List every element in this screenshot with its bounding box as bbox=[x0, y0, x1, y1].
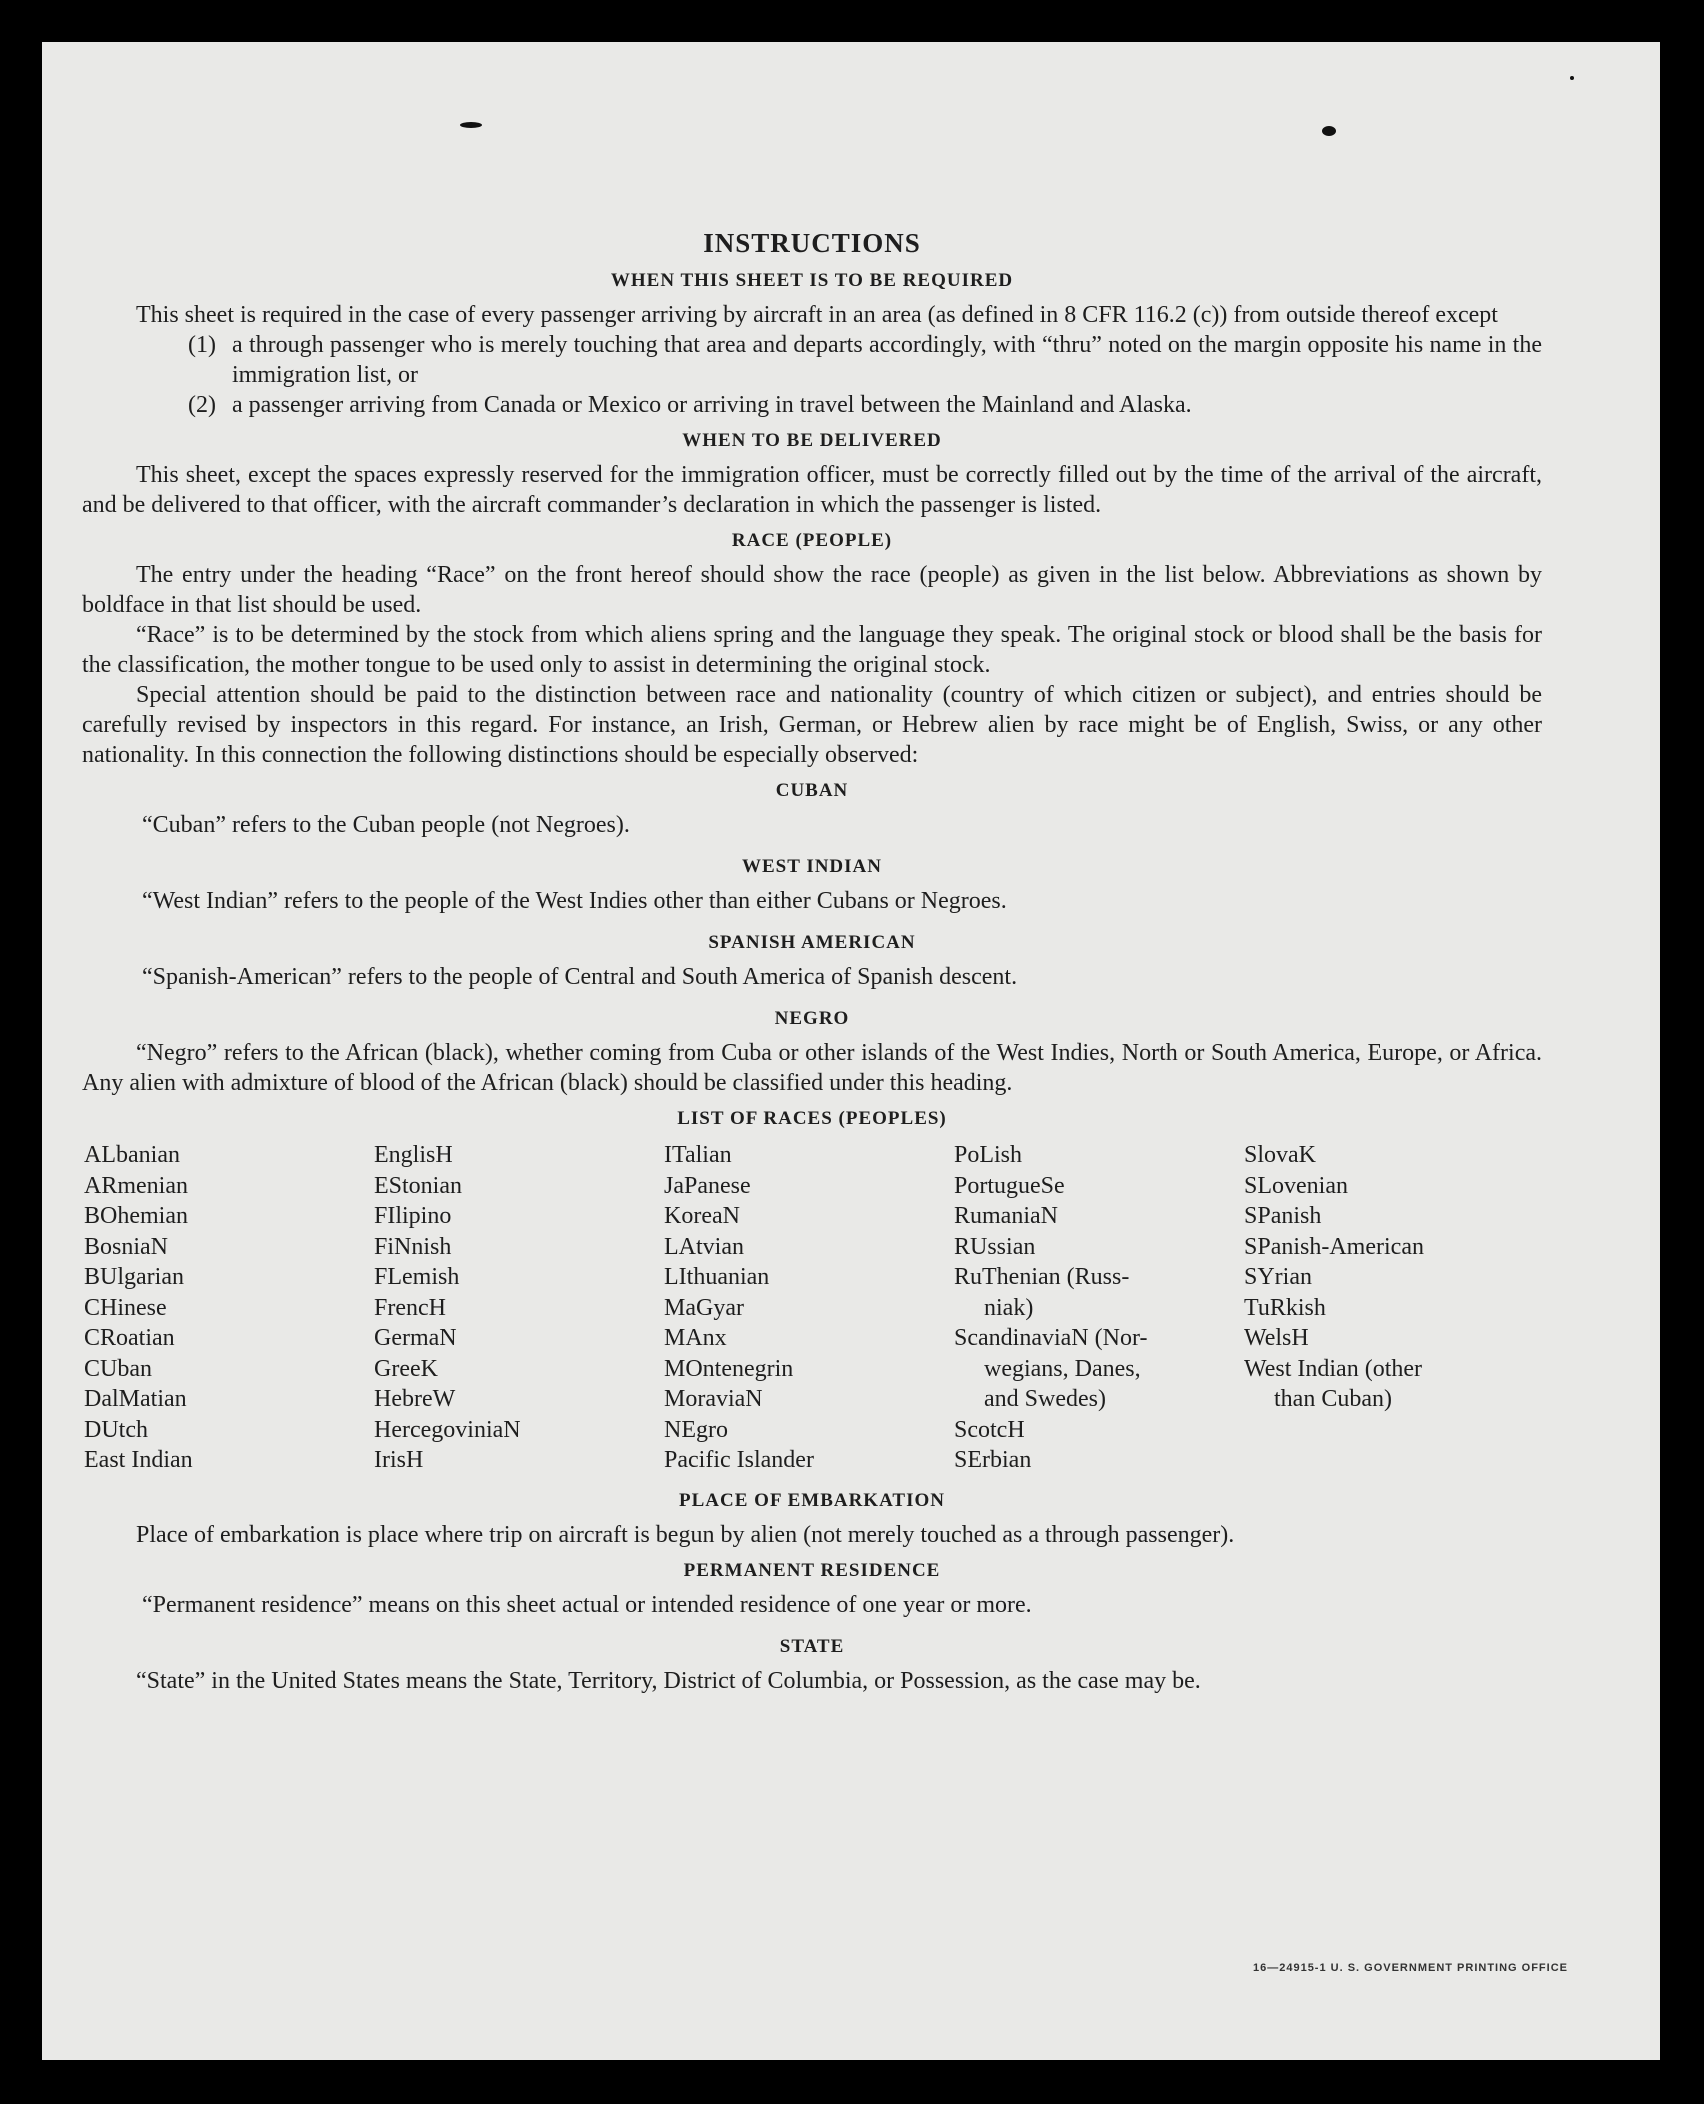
item-text: a through passenger who is merely touching that area and departs accordingly, with “thru” noted on the margin opposite his name in the immigration list, or bbox=[232, 332, 1542, 388]
delivered-text: This sheet, except the spaces expressly reserved for the immigration officer, must be correctly filled out by the time of the arrival of the aircraft, and be delivered to that officer, with the aircraft commander’s declaration in which the passenger is listed. bbox=[82, 462, 1542, 518]
race-item: FLemish bbox=[374, 1264, 460, 1290]
race-item: CUban bbox=[84, 1355, 152, 1382]
race-item: PoLish bbox=[954, 1142, 1023, 1168]
race-item: MOntenegrin bbox=[664, 1355, 794, 1382]
race-item: RUssian bbox=[954, 1233, 1036, 1260]
heading-race: RACE (PEOPLE) bbox=[731, 530, 893, 551]
item-text: a passenger arriving from Canada or Mexico or arriving in travel between the Mainland and Alaska. bbox=[232, 392, 1192, 418]
race-item: MaGyar bbox=[664, 1294, 744, 1321]
heading-state: STATE bbox=[779, 1635, 845, 1657]
race-paragraph: The entry under the heading “Race” on the front hereof should show the race (people) as given in the list below. Abbreviations as shown by boldface in that list should be used. bbox=[82, 562, 1542, 618]
race-item: CHinese bbox=[84, 1294, 167, 1321]
list-item bbox=[82, 330, 1542, 390]
heading-delivered: WHEN TO BE DELIVERED bbox=[682, 430, 942, 451]
item-number: (1) bbox=[188, 332, 216, 358]
race-item: ITalian bbox=[664, 1142, 732, 1168]
race-item: JaPanese bbox=[664, 1172, 751, 1199]
races-column bbox=[84, 1140, 374, 1476]
state-text: “State” in the United States means the State, Territory, District of Columbia, or Possession, as the case may be. bbox=[136, 1667, 1201, 1694]
race-item: SPanish bbox=[1244, 1203, 1322, 1229]
heading-embarkation: PLACE OF EMBARKATION bbox=[679, 1489, 945, 1511]
race-item: HebreW bbox=[374, 1386, 456, 1412]
list-item bbox=[82, 390, 1542, 420]
cuban-text: “Cuban” refers to the Cuban people (not Negroes). bbox=[142, 812, 630, 838]
race-item: wegians, Danes, bbox=[984, 1355, 1141, 1382]
race-item: GreeK bbox=[374, 1355, 438, 1382]
race-item: FIlipino bbox=[374, 1203, 452, 1229]
race-item: KoreaN bbox=[664, 1203, 740, 1229]
race-paragraph: “Race” is to be determined by the stock from which aliens spring and the language they speak. The original stock or blood shall be the basis for the classification, the mother tongue to be used only to assist in determining the original stock. bbox=[82, 622, 1542, 678]
race-item: ALbanian bbox=[84, 1142, 180, 1168]
race-item: ScotcH bbox=[954, 1416, 1025, 1443]
race-item: CRoatian bbox=[84, 1325, 175, 1351]
race-paragraph: Special attention should be paid to the distinction between race and nationality (country of which citizen or subject), and entries should be carefully revised by inspectors in this regard. For instance, an Irish, German, or Hebrew alien by race might be of English, Swiss, or any other nationality. In this connection the following distinctions should be especially observed: bbox=[82, 682, 1542, 768]
race-item: NEgro bbox=[664, 1416, 728, 1443]
race-item: FrencH bbox=[374, 1294, 446, 1321]
race-item: DUtch bbox=[84, 1416, 148, 1443]
race-item: SPanish-American bbox=[1244, 1233, 1424, 1260]
residence-text: “Permanent residence” means on this sheet actual or intended residence of one year or more. bbox=[142, 1591, 1032, 1618]
race-item: SLovenian bbox=[1244, 1172, 1348, 1199]
heading-required: WHEN THIS SHEET IS TO BE REQUIRED bbox=[610, 270, 1014, 291]
item-number: (2) bbox=[188, 392, 216, 418]
race-item: ScandinaviaN (Nor- bbox=[954, 1325, 1148, 1351]
races-column bbox=[664, 1140, 954, 1476]
race-item: WelsH bbox=[1244, 1325, 1309, 1351]
race-item: EnglisH bbox=[374, 1142, 453, 1168]
race-item: LAtvian bbox=[664, 1233, 744, 1260]
race-item: TuRkish bbox=[1244, 1294, 1326, 1321]
race-item: West Indian (other bbox=[1244, 1355, 1423, 1382]
race-item: HercegoviniaN bbox=[374, 1416, 521, 1443]
embarkation-text: Place of embarkation is place where trip on aircraft is begun by alien (not merely touched as a through passenger). bbox=[136, 1521, 1235, 1548]
heading-spanish-american: SPANISH AMERICAN bbox=[708, 932, 916, 953]
race-item: BUlgarian bbox=[84, 1264, 184, 1290]
race-item: niak) bbox=[984, 1294, 1034, 1321]
heading-west-indian: WEST INDIAN bbox=[742, 856, 882, 877]
race-item: than Cuban) bbox=[1274, 1386, 1392, 1412]
race-item: PortugueSe bbox=[954, 1172, 1065, 1199]
races-list bbox=[84, 1140, 1542, 1476]
races-column bbox=[374, 1140, 664, 1476]
scan-speck bbox=[1322, 126, 1336, 136]
heading-cuban: CUBAN bbox=[775, 780, 849, 801]
negro-text: “Negro” refers to the African (black), whether coming from Cuba or other islands of the West Indies, North or South America, Europe, or Africa. Any alien with admixture of blood of the African (black) should be classified under this heading. bbox=[82, 1040, 1542, 1096]
race-item: SErbian bbox=[954, 1447, 1032, 1473]
page-title: INSTRUCTIONS bbox=[703, 228, 921, 258]
document-page bbox=[42, 42, 1660, 2060]
race-item: East Indian bbox=[84, 1447, 193, 1473]
races-column bbox=[1244, 1140, 1544, 1476]
race-item: FiNnish bbox=[374, 1233, 452, 1260]
race-item: BosniaN bbox=[84, 1233, 168, 1260]
race-item: SlovaK bbox=[1244, 1142, 1316, 1168]
heading-residence: PERMANENT RESIDENCE bbox=[683, 1559, 941, 1581]
spanish-american-text: “Spanish-American” refers to the people of Central and South America of Spanish descent. bbox=[142, 964, 1018, 990]
required-intro: This sheet is required in the case of every passenger arriving by aircraft in an area (as defined in 8 CFR 116.2 (c)) from outside thereof except bbox=[136, 302, 1498, 328]
race-item: and Swedes) bbox=[984, 1386, 1106, 1412]
race-item: GermaN bbox=[374, 1325, 457, 1351]
scan-speck bbox=[460, 122, 482, 128]
race-item: MoraviaN bbox=[664, 1386, 763, 1412]
races-column bbox=[954, 1140, 1244, 1476]
race-item: SYrian bbox=[1244, 1264, 1312, 1290]
race-item: IrisH bbox=[374, 1447, 424, 1473]
race-item: ARmenian bbox=[84, 1172, 188, 1199]
race-item: BOhemian bbox=[84, 1203, 188, 1229]
race-item: RumaniaN bbox=[954, 1203, 1058, 1229]
heading-negro: NEGRO bbox=[774, 1008, 850, 1029]
instructions-body bbox=[82, 182, 1542, 1696]
race-item: LIthuanian bbox=[664, 1264, 770, 1290]
print-code: 16—24915-1 U. S. GOVERNMENT PRINTING OFFICE bbox=[1252, 1962, 1568, 1974]
west-indian-text: “West Indian” refers to the people of the West Indies other than either Cubans or Negroes. bbox=[142, 888, 1007, 914]
race-item: Pacific Islander bbox=[664, 1447, 814, 1473]
heading-races-list: LIST OF RACES (PEOPLES) bbox=[677, 1108, 947, 1129]
race-item: MAnx bbox=[664, 1325, 727, 1351]
race-item: EStonian bbox=[374, 1172, 462, 1199]
race-item: RuThenian (Russ- bbox=[954, 1264, 1130, 1290]
race-item: DalMatian bbox=[84, 1386, 187, 1412]
scan-speck bbox=[1570, 76, 1574, 80]
